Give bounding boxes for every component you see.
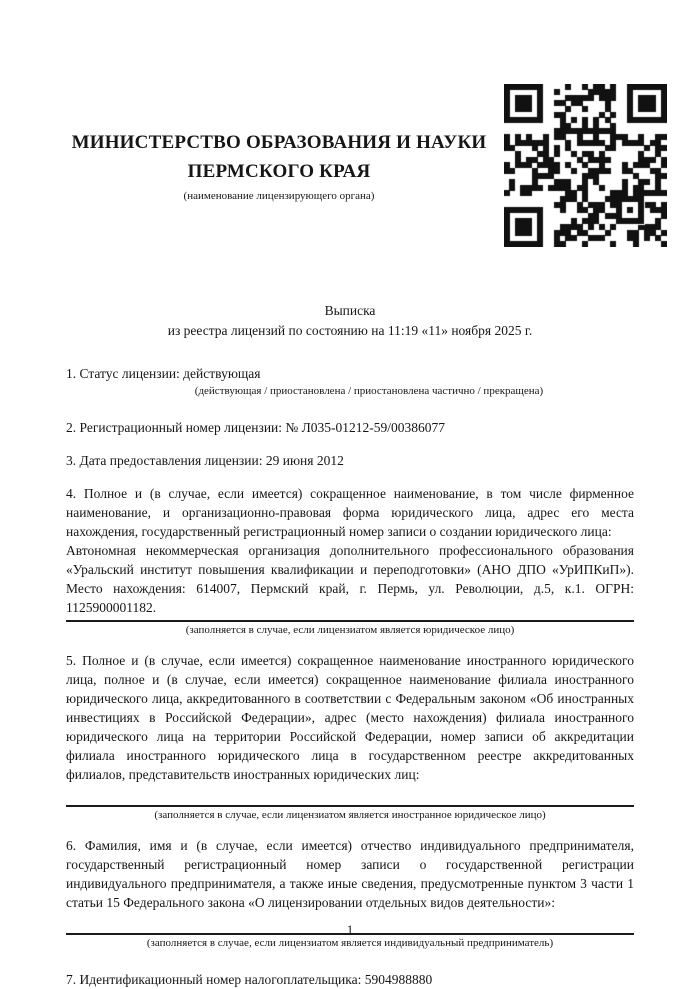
document-title: Выписка bbox=[324, 303, 376, 318]
ministry-name-line1: МИНИСТЕРСТВО ОБРАЗОВАНИЯ И НАУКИ bbox=[71, 132, 487, 153]
item-legal-entity-value: Автономная некоммерческая организация дополнительного профессионального образования «Уральский институт повышения квалификации и переподготовки» (АНО ДПО «УрИПКиП»). Место нахождения: 614007, Пермский край, г. Пермь, ул. Революции, д.5, к.1. ОГРН: 1125900001182. bbox=[66, 543, 634, 615]
item-entrepreneur-prompt: 6. Фамилия, имя и (в случае, если имеется) отчество индивидуального предпринимателя, государственный регистрационный номер записи о государственной регистрации индивидуального предпринимателя, а также иные сведения, предусмотренные пунктом 3 части 1 статьи 15 Федерального закона «О лицензировании отдельных видов деятельности»: bbox=[66, 838, 634, 910]
document-title-block bbox=[66, 301, 634, 341]
item-foreign-entity-caption: (заполняется в случае, если лицензиатом является иностранное юридическое лицо) bbox=[154, 809, 546, 821]
item-foreign-entity-blank-field bbox=[66, 784, 634, 807]
document-body bbox=[0, 301, 700, 989]
page-number: 1 bbox=[346, 922, 354, 937]
item-taxpayer-id: 7. Идентификационный номер налогоплательщика: 5904988880 bbox=[66, 972, 433, 987]
document-header bbox=[0, 0, 700, 270]
item-registration-number: 2. Регистрационный номер лицензии: № Л035-01212-59/00386077 bbox=[66, 420, 446, 435]
item-grant-date: 3. Дата предоставления лицензии: 29 июня 2012 bbox=[66, 453, 344, 468]
item-license-status-caption: (действующая / приостановлена / приостановлена частично / прекращена) bbox=[194, 385, 544, 397]
ministry-name-line2: ПЕРМСКОГО КРАЯ bbox=[187, 161, 371, 182]
item-entrepreneur-caption: (заполняется в случае, если лицензиатом является индивидуальный предприниматель) bbox=[146, 937, 554, 949]
qr-code-icon bbox=[504, 84, 667, 247]
licensing-authority-caption: (наименование лицензирующего органа) bbox=[183, 190, 375, 202]
document-subtitle: из реестра лицензий по состоянию на 11:19 «11» ноября 2025 г. bbox=[167, 323, 533, 338]
item-legal-entity bbox=[66, 484, 634, 622]
item-license-status: 1. Статус лицензии: действующая bbox=[66, 366, 261, 381]
licensing-authority bbox=[36, 128, 522, 203]
item-legal-entity-caption: (заполняется в случае, если лицензиатом является юридическое лицо) bbox=[185, 624, 515, 636]
item-foreign-entity-prompt: 5. Полное и (в случае, если имеется) сокращенное наименование иностранного юридического лица, полное и (в случае, если имеется) сокращенное наименование филиала иностранного юридического лица, аккредитованного в соответствии с Федеральным законом «Об иностранных инвестициях в Российской Федерации», адрес (место нахождения) филиала иностранного юридического лица на территории Российской Федерации, номер записи об аккредитации филиала иностранного юридического лица в государственном реестре аккредитованных филиалов, представительств иностранных юридических лиц: bbox=[66, 653, 634, 782]
item-legal-entity-prompt: 4. Полное и (в случае, если имеется) сокращенное наименование, в том числе фирменное наименование, и организационно-правовая форма юридического лица, адрес его места нахождения, государственный регистрационный номер записи о создании юридического лица: bbox=[66, 486, 634, 539]
